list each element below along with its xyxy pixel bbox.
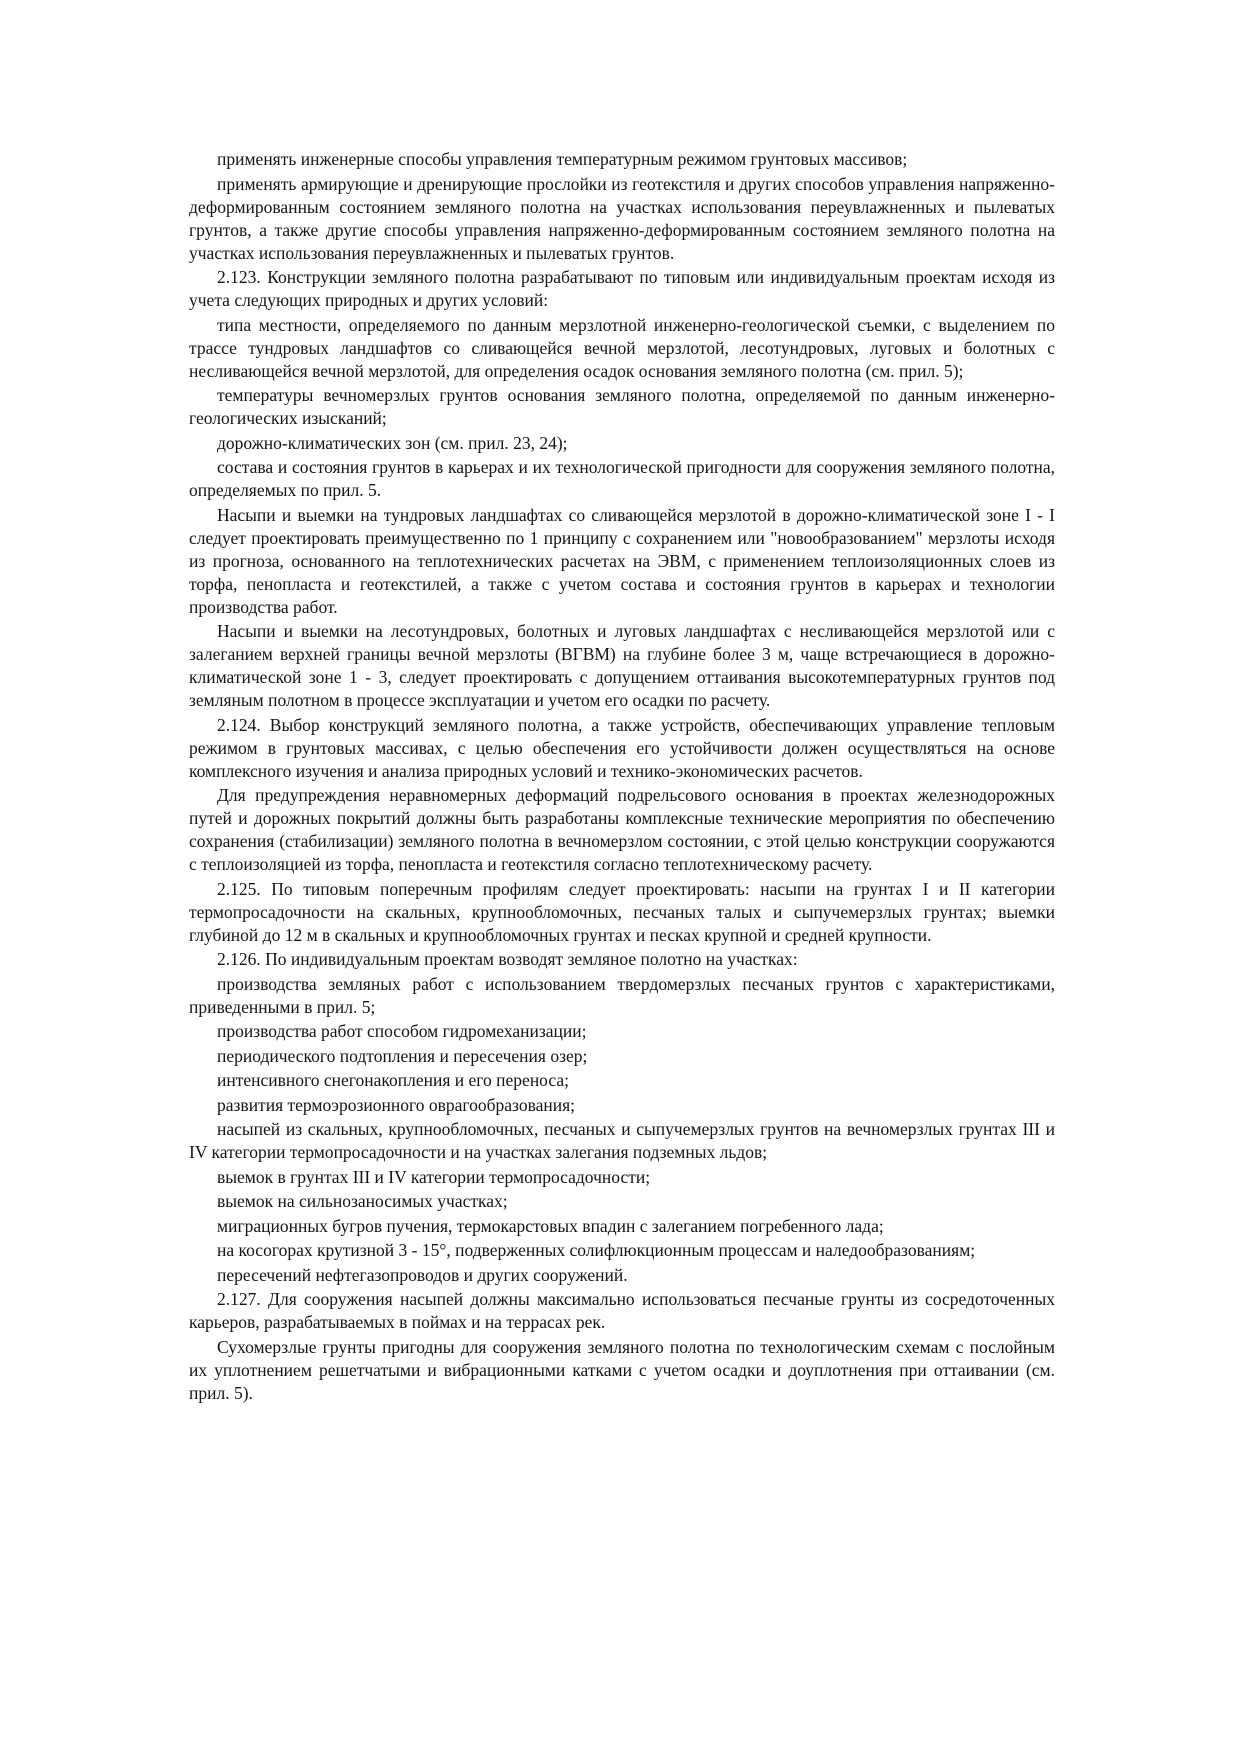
paragraph: применять инженерные способы управления температурным режимом грунтовых массивов; bbox=[217, 149, 908, 169]
paragraph: Насыпи и выемки на лесотундровых, болотных и луговых ландшафтах с несливающейся мерзлотой или с залеганием верхней границы вечной мерзлоты (ВГВМ) на глубине более 3 м, чаще встречающиеся в дорожно-климатической зоне 1 - 3, следует проектировать с допущением оттаивания высокотемпературных грунтов под земляным полотном в процессе эксплуатации и учетом его осадки по расчету. bbox=[189, 621, 1055, 710]
list-item: производства земляных работ с использованием твердомерзлых песчаных грунтов с характеристиками, приведенными в прил. 5; bbox=[189, 973, 1055, 1017]
paragraph: Насыпи и выемки на тундровых ландшафтах со сливающейся мерзлотой в дорожно-климатической зоне I - I следует проектировать преимущественно по 1 принципу с сохранением или "новообразованием" мерзлоты исходя из прогноза, основанного на теплотехнических расчетах на ЭВМ, с применением теплоизоляционных слоев из торфа, пенопласта и геотекстилей, а также с учетом состава и состояния грунтов в карьерах и технологии производства работ. bbox=[189, 504, 1055, 617]
list-item: интенсивного снегонакопления и его переноса; bbox=[217, 1070, 569, 1090]
list-item: на косогорах крутизной 3 - 15°, подверженных солифлюкционным процессам и наледообразованиям; bbox=[217, 1240, 976, 1260]
section-paragraph-2-124: 2.124. Выбор конструкций земляного полотна, а также устройств, обеспечивающих управление тепловым режимом в грунтовых массивах, с целью обеспечения его устойчивости должен осуществляться на основе комплексного изучения и анализа природных условий и технико-экономических расчетов. bbox=[189, 714, 1055, 781]
document-page bbox=[189, 148, 1055, 1406]
paragraph: применять армирующие и дренирующие прослойки из геотекстиля и других способов управления напряженно-деформированным состоянием земляного полотна на участках использования переувлажненных и пылеватых грунтов, а также другие способы управления напряженно-деформированным состоянием земляного полотна на участках использования переувлажненных и пылеватых грунтов. bbox=[189, 173, 1055, 263]
list-item: пересечений нефтегазопроводов и других сооружений. bbox=[217, 1264, 628, 1285]
paragraph: дорожно-климатических зон (см. прил. 23, 24); bbox=[217, 432, 568, 453]
section-paragraph-2-127: 2.127. Для сооружения насыпей должны максимально использоваться песчаные грунты из сосредоточенных карьеров, разрабатываемых в поймах и на террасах рек. bbox=[189, 1289, 1055, 1332]
paragraph: Сухомерзлые грунты пригодны для сооружения земляного полотна по технологическим схемам с послойным их уплотнением решетчатыми и вибрационными катками с учетом осадки и доуплотнения при оттаивании (см. прил. 5). bbox=[189, 1336, 1055, 1403]
list-item: производства работ способом гидромеханизации; bbox=[217, 1021, 587, 1041]
list-item: выемок в грунтах III и IV категории термопросадочности; bbox=[217, 1166, 651, 1187]
section-paragraph-2-126: 2.126. По индивидуальным проектам возводят земляное полотно на участках: bbox=[217, 949, 798, 969]
section-paragraph-2-123: 2.123. Конструкции земляного полотна разрабатывают по типовым или индивидуальным проектам исходя из учета следующих природных и других условий: bbox=[189, 267, 1055, 310]
list-item: выемок на сильнозаносимых участках; bbox=[217, 1191, 508, 1211]
paragraph: состава и состояния грунтов в карьерах и их технологической пригодности для сооружения земляного полотна, определяемых по прил. 5. bbox=[189, 457, 1055, 500]
paragraph: Для предупреждения неравномерных деформаций подрельсового основания в проектах железнодорожных путей и дорожных покрытий должны быть разработаны комплексные технические мероприятия по обеспечению сохранения (стабилизации) земляного полотна в вечномерзлом состоянии, с этой целью конструкции сооружаются с теплоизоляцией из торфа, пенопласта и геотекстиля согласно теплотехническому расчету. bbox=[189, 785, 1055, 874]
paragraph: типа местности, определяемого по данным мерзлотной инженерно-геологической съемки, с выделением по трассе тундровых ландшафтов со сливающейся вечной мерзлотой, лесотундровых, луговых и болотных с несливающейся вечной мерзлотой, для определения осадок основания земляного полотна (см. прил. 5); bbox=[189, 314, 1055, 381]
paragraph: температуры вечномерзлых грунтов основания земляного полотна, определяемой по данным инженерно-геологических изысканий; bbox=[189, 385, 1055, 428]
list-item: насыпей из скальных, крупнообломочных, песчаных и сыпучемерзлых грунтов на вечномерзлых грунтах III и IV категории термопросадочности и на участках залегания подземных льдов; bbox=[189, 1119, 1055, 1162]
section-paragraph-2-125: 2.125. По типовым поперечным профилям следует проектировать: насыпи на грунтах I и II категории термопросадочности на скальных, крупнообломочных, песчаных талых и сыпучемерзлых грунтах; выемки глубиной до 12 м в скальных и крупнообломочных грунтах и песках крупной и средней крупности. bbox=[189, 878, 1055, 945]
list-item: миграционных бугров пучения, термокарстовых впадин с залеганием погребенного лада; bbox=[217, 1215, 884, 1236]
list-item: периодического подтопления и пересечения озер; bbox=[217, 1045, 588, 1066]
list-item: развития термоэрозионного оврагообразования; bbox=[217, 1094, 576, 1115]
